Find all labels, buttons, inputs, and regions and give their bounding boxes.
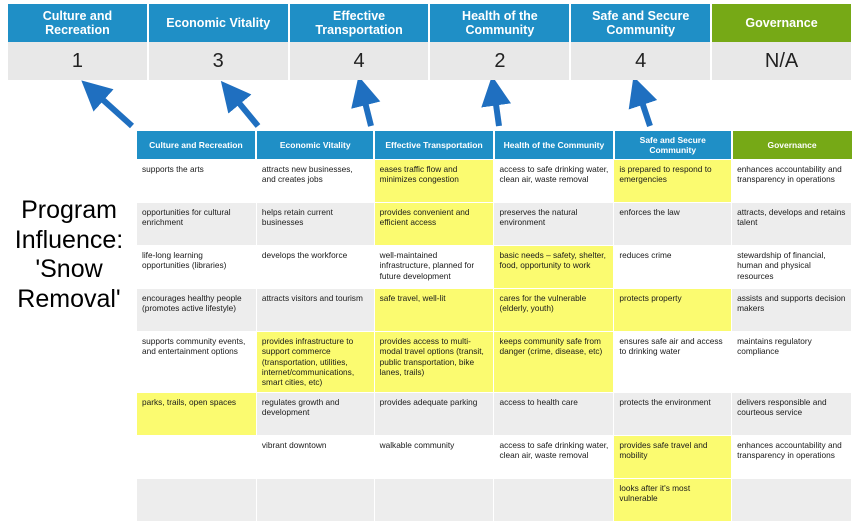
program-influence-line-4: Removal'	[17, 284, 121, 313]
matrix-row	[137, 160, 852, 203]
matrix-body	[137, 160, 852, 522]
matrix-cell: assists and supports decision makers	[732, 289, 852, 332]
matrix-cell	[137, 478, 257, 521]
matrix-cell: eases traffic flow and minimizes congestion	[374, 160, 494, 203]
matrix-cell: delivers responsible and courteous service	[732, 392, 852, 435]
scorecard-header-governance: Governance	[712, 4, 851, 42]
matrix-header-safe-and-secure-community: Safe and Secure Community	[614, 131, 732, 160]
matrix-header-economic-vitality: Economic Vitality	[256, 131, 374, 160]
matrix-cell: vibrant downtown	[256, 435, 374, 478]
matrix-header-row	[137, 131, 852, 160]
matrix-cell: ensures safe air and access to drinking water	[614, 332, 732, 393]
matrix-row	[137, 203, 852, 246]
program-influence-line-2: Influence:	[14, 225, 124, 254]
matrix-cell: protects the environment	[614, 392, 732, 435]
arrow-culture-and-recreation	[92, 90, 132, 126]
scorecard-header-culture-and-recreation: Culture and Recreation	[8, 4, 149, 42]
arrow-economic-vitality	[230, 92, 258, 126]
matrix-cell: enhances accountability and transparency in operations	[732, 435, 852, 478]
matrix-cell: attracts new businesses, and creates jobs	[256, 160, 374, 203]
matrix-cell: keeps community safe from danger (crime, disease, etc)	[494, 332, 614, 393]
matrix-cell: access to health care	[494, 392, 614, 435]
matrix-row	[137, 289, 852, 332]
score-effective-transportation: 4	[290, 42, 431, 80]
matrix-header-health-of-the-community: Health of the Community	[494, 131, 614, 160]
matrix-cell	[732, 478, 852, 521]
matrix-cell: life-long learning opportunities (libraries)	[137, 246, 257, 289]
score-culture-and-recreation: 1	[8, 42, 149, 80]
matrix-cell: walkable community	[374, 435, 494, 478]
matrix-cell	[374, 478, 494, 521]
matrix-row	[137, 332, 852, 393]
program-influence-line-3: 'Snow	[35, 255, 103, 283]
matrix-cell: supports community events, and entertainment options	[137, 332, 257, 393]
matrix-cell: develops the workforce	[256, 246, 374, 289]
matrix-cell	[137, 435, 257, 478]
arrow-health-of-the-community	[494, 90, 499, 126]
matrix-cell: protects property	[614, 289, 732, 332]
matrix-row	[137, 246, 852, 289]
matrix-cell: basic needs – safety, shelter, food, opportunity to work	[494, 246, 614, 289]
matrix-cell: stewardship of financial, human and physical resources	[732, 246, 852, 289]
matrix-cell	[494, 478, 614, 521]
matrix-cell	[256, 478, 374, 521]
scorecard-header-safe-and-secure-community: Safe and Secure Community	[571, 4, 712, 42]
matrix-cell: opportunities for cultural enrichment	[137, 203, 257, 246]
matrix-cell: provides infrastructure to support commerce (transportation, utilities, internet/communications, smart cities, etc)	[256, 332, 374, 393]
matrix-cell: enforces the law	[614, 203, 732, 246]
matrix-row	[137, 478, 852, 521]
matrix-header-effective-transportation: Effective Transportation	[374, 131, 494, 160]
matrix-cell: provides access to multi-modal travel options (transit, public transportation, bike lanes, trails)	[374, 332, 494, 393]
scorecard-header-effective-transportation: Effective Transportation	[290, 4, 431, 42]
matrix-cell: provides safe travel and mobility	[614, 435, 732, 478]
matrix-cell: helps retain current businesses	[256, 203, 374, 246]
matrix-cell: preserves the natural environment	[494, 203, 614, 246]
matrix-cell: cares for the vulnerable (elderly, youth)	[494, 289, 614, 332]
program-influence-line-1: Program	[21, 196, 117, 224]
score-economic-vitality: 3	[149, 42, 290, 80]
matrix-cell: attracts visitors and tourism	[256, 289, 374, 332]
matrix-header-culture-and-recreation: Culture and Recreation	[137, 131, 257, 160]
arrow-safe-and-secure-community	[638, 90, 650, 126]
matrix-cell: well-maintained infrastructure, planned for future development	[374, 246, 494, 289]
matrix-cell: maintains regulatory compliance	[732, 332, 852, 393]
influence-matrix-table	[136, 131, 852, 522]
score-governance: N/A	[764, 49, 799, 72]
score-safe-and-secure-community: 4	[571, 42, 712, 80]
matrix-cell: access to safe drinking water, clean air, waste removal	[494, 435, 614, 478]
score-health-of-the-community: 2	[430, 42, 571, 80]
matrix-cell: reduces crime	[614, 246, 732, 289]
matrix-cell: provides convenient and efficient access	[374, 203, 494, 246]
matrix-cell: provides adequate parking	[374, 392, 494, 435]
scorecard-strip	[8, 4, 851, 82]
scorecard-score-row	[8, 42, 851, 80]
arrow-effective-transportation	[362, 90, 371, 126]
matrix-cell: encourages healthy people (promotes active lifestyle)	[137, 289, 257, 332]
scorecard-header-row	[8, 4, 851, 42]
scorecard-header-economic-vitality: Economic Vitality	[149, 4, 290, 42]
matrix-row	[137, 392, 852, 435]
arrow-group	[0, 80, 859, 136]
matrix-cell: parks, trails, open spaces	[137, 392, 257, 435]
matrix-cell: looks after it's most vulnerable	[614, 478, 732, 521]
matrix-header-governance: Governance	[732, 131, 852, 160]
matrix-cell: enhances accountability and transparency in operations	[732, 160, 852, 203]
matrix-cell: access to safe drinking water, clean air, waste removal	[494, 160, 614, 203]
matrix-cell: is prepared to respond to emergencies	[614, 160, 732, 203]
matrix-cell: attracts, develops and retains talent	[732, 203, 852, 246]
matrix-cell: safe travel, well-lit	[374, 289, 494, 332]
matrix-row	[137, 435, 852, 478]
matrix-cell: supports the arts	[137, 160, 257, 203]
program-influence-label	[6, 196, 132, 314]
matrix-cell: regulates growth and development	[256, 392, 374, 435]
scorecard-header-health-of-the-community: Health of the Community	[430, 4, 571, 42]
